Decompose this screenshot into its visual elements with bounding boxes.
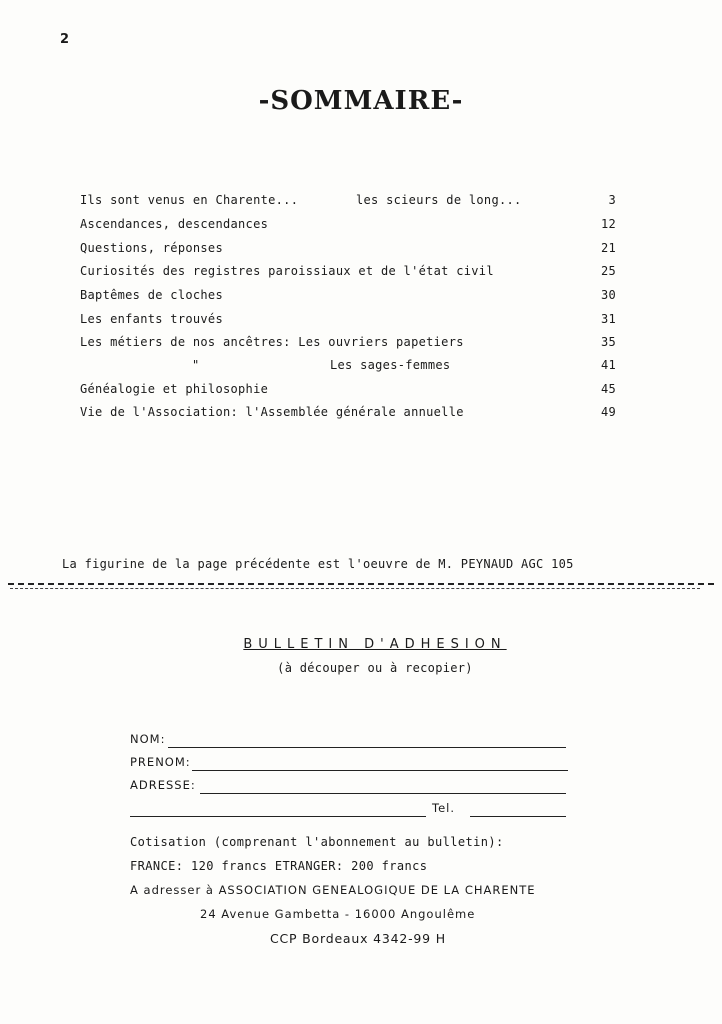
nom-field[interactable]: [130, 732, 566, 748]
nom-input-line[interactable]: [168, 747, 566, 748]
adresse-label: ADRESSE:: [130, 778, 196, 792]
toc-entry-title: Curiosités des registres paroissiaux et de l'état civil: [80, 264, 494, 278]
toc-entry-page: 21: [600, 241, 616, 255]
toc-entry-page: 45: [600, 382, 616, 396]
cut-line: [8, 583, 714, 585]
toc-entry-subtitle: les scieurs de long...: [356, 193, 522, 207]
toc-row: [80, 288, 616, 308]
toc-entry-title: Ascendances, descendances: [80, 217, 269, 231]
postal-address: 24 Avenue Gambetta - 16000 Angoulême: [200, 907, 476, 921]
figurine-credit: La figurine de la page précédente est l'oeuvre de M. PEYNAUD AGC 105: [62, 557, 574, 571]
prenom-input-line[interactable]: [192, 770, 568, 771]
toc-row: [80, 264, 616, 284]
toc-row: [80, 405, 616, 425]
toc-entry-page: 31: [600, 312, 616, 326]
toc-entry-title: Généalogie et philosophie: [80, 382, 269, 396]
toc-entry-title: Vie de l'Association: l'Assemblée générale annuelle: [80, 405, 464, 419]
toc-row: [80, 193, 616, 213]
page-number: 2: [60, 32, 70, 47]
bulletin-subtitle: (à découper ou à recopier): [277, 661, 473, 675]
toc-row: [80, 382, 616, 402]
prenom-label: PRENOM:: [130, 755, 191, 769]
cotisation-text: Cotisation (comprenant l'abonnement au bulletin):: [130, 835, 504, 849]
adresse-continuation-line[interactable]: [130, 816, 426, 817]
nom-label: NOM:: [130, 732, 166, 746]
tel-input-line[interactable]: [470, 816, 566, 817]
toc-entry-title: Baptêmes de cloches: [80, 288, 223, 302]
toc-entry-page: 30: [600, 288, 616, 302]
page-title: -SOMMAIRE-: [258, 86, 464, 116]
adresse-field[interactable]: [130, 778, 566, 794]
toc-entry-title: Questions, réponses: [80, 241, 223, 255]
toc-row: [80, 217, 616, 237]
toc-entry-subtitle: Les sages-femmes: [330, 358, 451, 372]
toc-row: [80, 335, 616, 355]
toc-entry-title: Les métiers de nos ancêtres: Les ouvriers papetiers: [80, 335, 464, 349]
toc-entry-page: 25: [600, 264, 616, 278]
prenom-field[interactable]: [130, 755, 568, 771]
toc-row: [80, 358, 616, 378]
toc-row: [80, 312, 616, 332]
adresse-input-line[interactable]: [200, 793, 566, 794]
cut-line-secondary: [10, 588, 700, 589]
toc-entry-title: Les enfants trouvés: [80, 312, 223, 326]
adresser-text: A adresser à ASSOCIATION GENEALOGIQUE DE LA CHARENTE: [130, 883, 536, 897]
toc-entry-page: 41: [600, 358, 616, 372]
toc-ditto-mark: ": [192, 358, 200, 372]
tel-label: Tel.: [432, 801, 455, 815]
bulletin-title: BULLETIN D'ADHESION: [243, 637, 507, 652]
toc-entry-page: 3: [608, 193, 616, 207]
ccp-number: CCP Bordeaux 4342-99 H: [270, 931, 446, 946]
tarifs-text: FRANCE: 120 francs ETRANGER: 200 francs: [130, 859, 428, 873]
adresse-tel-row[interactable]: [130, 801, 566, 817]
toc-entry-page: 12: [600, 217, 616, 231]
toc-entry-page: 49: [600, 405, 616, 419]
toc-entry-page: 35: [600, 335, 616, 349]
toc-entry-title: Ils sont venus en Charente...: [80, 193, 299, 207]
toc-row: [80, 241, 616, 261]
